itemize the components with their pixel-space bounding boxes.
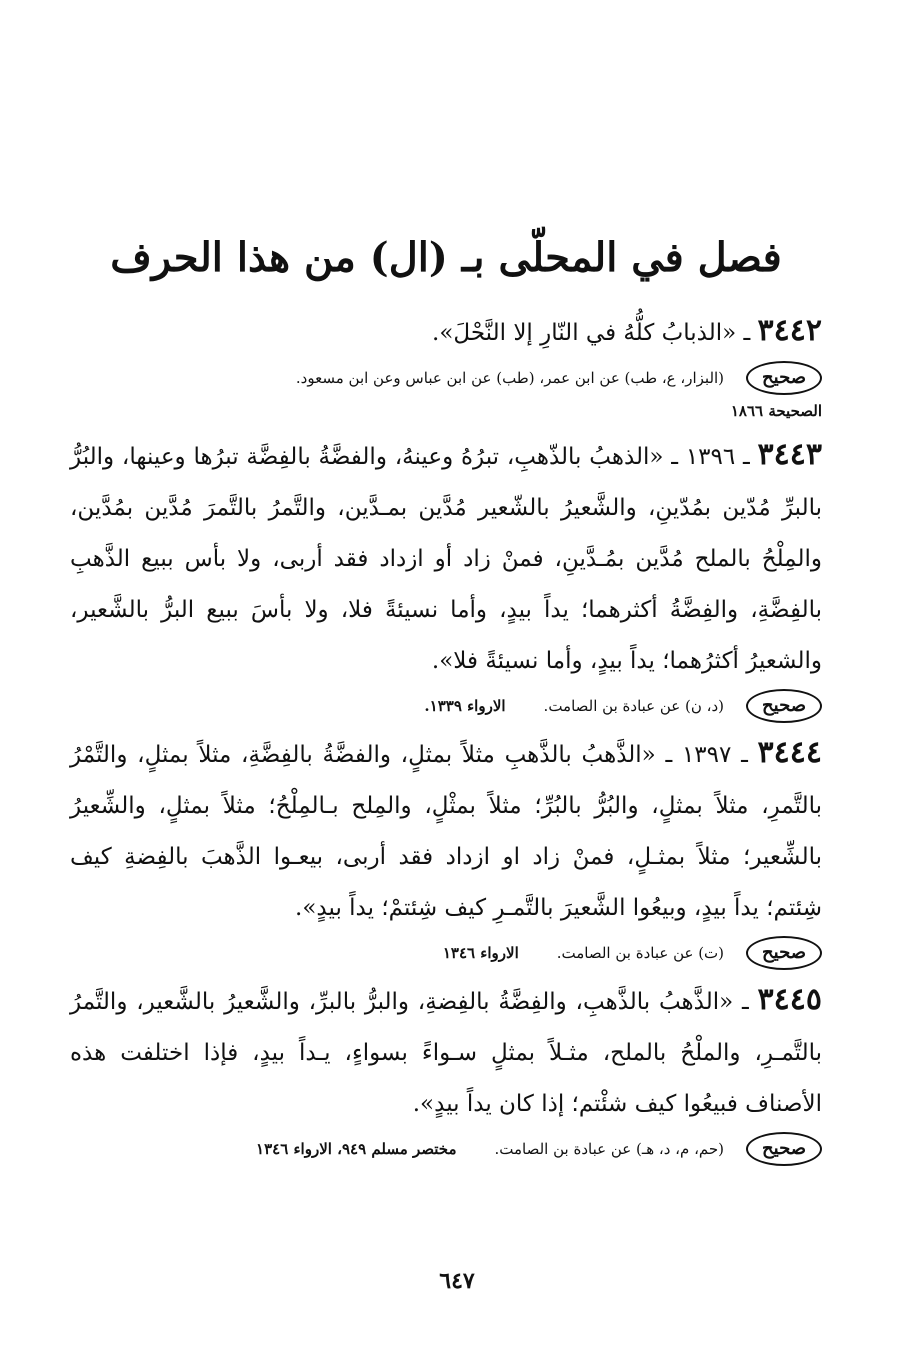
- grade-badge: صحيح: [746, 936, 822, 970]
- hadith-source: (ت) عن عبادة بن الصامت.: [556, 944, 725, 962]
- page-number: ٦٤٧: [439, 1268, 475, 1294]
- hadith-number: ٣٤٤٥: [757, 982, 822, 1017]
- grade-badge: صحيح: [746, 689, 822, 723]
- grade-badge: صحيح: [746, 361, 822, 395]
- hadith-source: (البزار، ع، طب) عن ابن عمر، (طب) عن ابن عباس وعن ابن مسعود.: [295, 369, 725, 387]
- hadith-citation: الصحيحة ١٨٦٦: [730, 402, 822, 420]
- page-body: [70, 225, 822, 1170]
- hadith-text: [70, 429, 822, 687]
- hadith-body: ـ «الذبابُ كلُّهُ في النّارِ إلا النَّحْلَ».: [432, 320, 758, 346]
- hadith-reference: [70, 689, 822, 723]
- hadith-number: ٣٤٤٣: [757, 437, 822, 472]
- hadith-entry: [70, 727, 822, 970]
- hadith-reference: [70, 936, 822, 970]
- hadith-body: ـ ١٣٩٦ ـ «الذهبُ بالذّهبِ، تبرُهُ وعينهُ، والفضَّةُ بالفِضَّة تبرُها وعينها، والبُرُّ بالبرِّ مُدّين بمُدّينِ، والشَّعيرُ بالشّعير مُدَّين بمـدَّين، والتَّمرُ بالتَّمرَ مُدَّين بمُدَّين، والمِلْحُ بالملح مُدَّين بمُـدَّينِ، فمنْ زاد أو ازداد فقد أربى، ولا بأس ببيع الذَّهبِ بالفِضَّةِ، والفِضَّةُ أكثرهما؛ يداً بيدٍ، وأما نسيئةً فلا، ولا بأسَ ببيع البرُّ بالشَّعير، والشعيرُ أكثرُهما؛ يداً بيدٍ، وأما نسيئةً فلا».: [70, 444, 822, 674]
- section-title: فصل في المحلّى بـ (ال) من هذا الحرف: [110, 234, 782, 281]
- grade-badge: صحيح: [746, 1132, 822, 1166]
- hadith-number: ٣٤٤٤: [757, 735, 822, 770]
- hadith-text: [70, 727, 822, 934]
- hadith-entry: [70, 429, 822, 723]
- hadith-source: (حم، م، د، هـ) عن عبادة بن الصامت.: [494, 1140, 725, 1158]
- hadith-reference: [70, 1132, 822, 1166]
- hadith-entry: [70, 974, 822, 1166]
- hadith-number: ٣٤٤٢: [757, 313, 822, 348]
- hadith-citation: مختصر مسلم ٩٤٩، الارواء ١٣٤٦: [256, 1140, 457, 1158]
- hadith-source: (د، ن) عن عبادة بن الصامت.: [543, 697, 725, 715]
- hadith-entry: [70, 305, 822, 423]
- hadith-body: ـ ١٣٩٧ ـ «الذَّهبُ بالذَّهبِ مثلاً بمثلٍ، والفضَّةُ بالفِضَّةِ، مثلاً بمثلٍ، والتَّمْرُ بالتَّمرِ، مثلاً بمثلٍ، والبُرُّ بالبُرِّ؛ مثلاً بمثْلٍ، والمِلح بـالمِلْحُ؛ مثلاً بمثلٍ، والشِّعيرُ بالشِّعير؛ مثلاً بمثـلٍ، فمنْ زاد او ازداد فقد أربى، بيعـوا الذَّهبَ بالفِضةِ كيف شِئتم؛ يداً بيدٍ، وبيعُوا الشَّعيرَ بالتَّمـرِ كيف شِئتمْ؛ يداً بيدٍ».: [70, 742, 822, 921]
- hadith-body: ـ «الذَّهبُ بالذَّهبِ، والفِضَّةُ بالفِضةِ، والبرُّ بالبرِّ، والشَّعيرُ بالشَّعير، والتَّمرُ بالتَّمـرِ، والملْحُ بالملح، مثـلاً بمثلٍ سـواءً بسواءٍ، يـداً بيدٍ، فإذا اختلفت هذه الأصناف فبيعُوا كيف شئْتم؛ إذا كان يداً بيدٍ».: [70, 989, 822, 1117]
- hadith-text: [70, 305, 822, 359]
- hadith-citation: الارواء ١٣٤٦: [442, 944, 519, 962]
- hadith-reference: [70, 361, 822, 395]
- hadith-text: [70, 974, 822, 1130]
- hadith-citation: الارواء ١٣٣٩.: [424, 697, 506, 715]
